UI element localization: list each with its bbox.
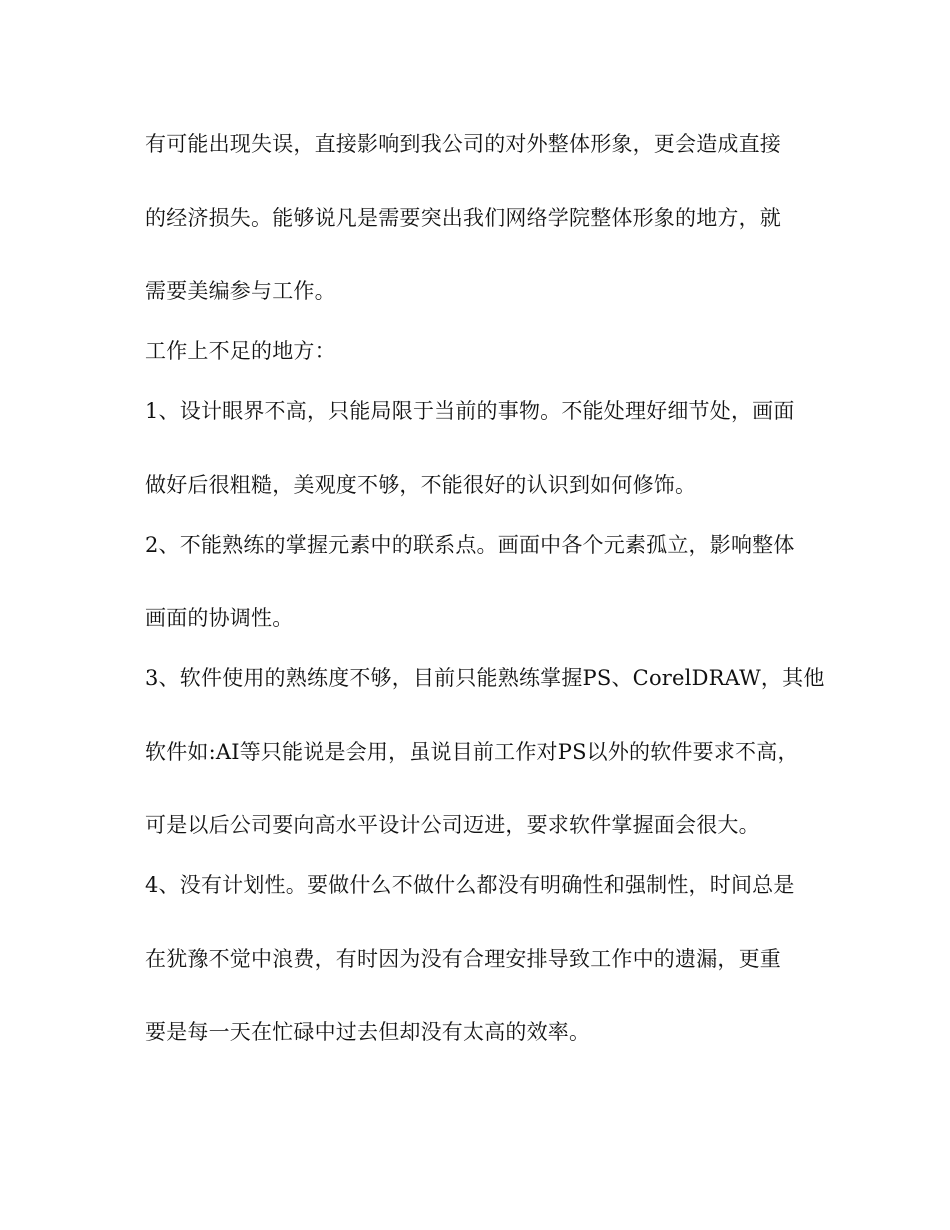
text-line: 的经济损失。能够说凡是需要突出我们网络学院整体形象的地方，就: [145, 206, 781, 230]
list-item-1-line-1: 1、设计眼界不高，只能局限于当前的事物。不能处理好细节处，画面: [145, 399, 795, 423]
list-item-4-line-2: 在犹豫不觉中浪费，有时因为没有合理安排导致工作中的遗漏，更重: [145, 947, 781, 971]
text-line: 有可能出现失误，直接影响到我公司的对外整体形象，更会造成直接: [145, 132, 781, 156]
list-item-3-line-1: 3、软件使用的熟练度不够，目前只能熟练掌握PS、CorelDRAW，其他: [145, 666, 825, 690]
list-item-3-line-3: 可是以后公司要向高水平设计公司迈进，要求软件掌握面会很大。: [145, 813, 760, 837]
list-item-2-line-2: 画面的协调性。: [145, 606, 294, 630]
list-item-2-line-1: 2、不能熟练的掌握元素中的联系点。画面中各个元素孤立，影响整体: [145, 533, 795, 557]
section-heading: 工作上不足的地方：: [145, 339, 336, 363]
list-item-1-line-2: 做好后很粗糙，美观度不够，不能很好的认识到如何修饰。: [145, 473, 697, 497]
list-item-4-line-1: 4、没有计划性。要做什么不做什么都没有明确性和强制性，时间总是: [145, 873, 795, 897]
text-line: 需要美编参与工作。: [145, 279, 336, 303]
list-item-4-line-3: 要是每一天在忙碌中过去但却没有太高的效率。: [145, 1020, 591, 1044]
list-item-3-line-2: 软件如:AI等只能说是会用，虽说目前工作对PS以外的软件要求不高，: [145, 740, 799, 764]
